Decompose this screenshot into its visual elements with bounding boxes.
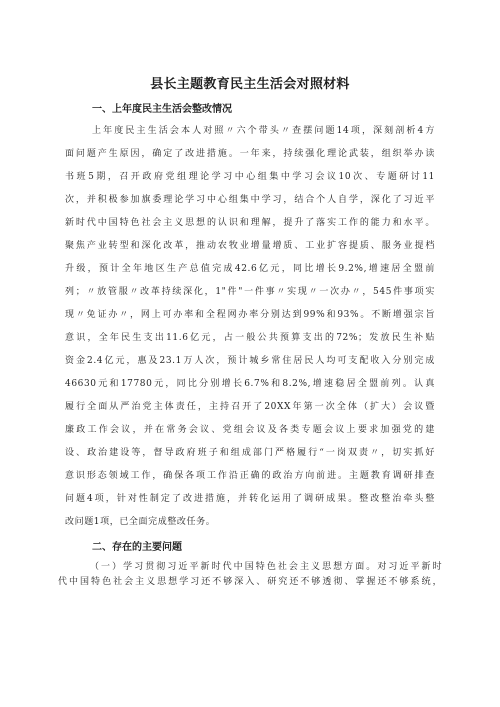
paragraph-line: 廉政工作会议，并在常务会议、党组会议及各类专题会议上要求加强党的建 (65, 425, 435, 435)
paragraph-line: 46630元和17780元，同比分别增长6.7%和8.2%,增速稳居全盟前列。认真 (65, 379, 435, 389)
paragraph-line: 升级，预计全年地区生产总值完成42.6亿元，同比增长9.2%,增速居全盟前 (65, 264, 435, 274)
paragraph-line: 新时代中国特色社会主义思想的认识和理解，提升了落实工作的能力和水平。 (65, 218, 435, 228)
paragraph-line: 现〃免证办〃，网上可办率和全程网办率分别达到99%和93%。不断增强宗旨 (65, 310, 435, 320)
paragraph-line: 聚焦产业转型和深化改革，推动农牧业增量增质、工业扩容提质、服务业提档 (65, 241, 435, 251)
paragraph-line: 次，并积极参加旗委理论学习中心组集中学习，结合个人自学，深化了习近平 (65, 195, 435, 205)
paragraph-line: 上年度民主生活会本人对照〃六个带头〃查摆问题14项，深刻剖析4方 (92, 126, 435, 136)
section-heading-2: 二、存在的主要问题 (92, 542, 182, 553)
paragraph-line: 履行全面从严治党主体责任，主持召开了20XX年第一次全体（扩大）会议暨 (65, 402, 435, 412)
paragraph-line: 代中国特色社会主义思想学习还不够深入、研究还不够透彻、掌握还不够系统， (58, 577, 442, 587)
paragraph-line: 面问题产生原因，确定了改进措施。一年来，持续强化理论武装，组织举办读 (65, 149, 435, 159)
document-title: 县长主题教育民主生活会对照材料 (150, 77, 350, 92)
paragraph-line: （一）学习贯彻习近平新时代中国特色社会主义思想方面。对习近平新时 (90, 562, 442, 572)
section-heading-1: 一、上年度民主生活会整改情况 (92, 104, 232, 115)
paragraph-line: 资金2.4亿元，惠及23.1万人次，预计城乡常住居民人均可支配收入分别完成 (65, 356, 435, 366)
paragraph-line: 问题4项，针对性制定了改进措施，并转化运用了调研成果。整改整治牵头整 (65, 494, 435, 504)
paragraph-line: 意识形态领域工作，确保各项工作沿正确的政治方向前进。主题教育调研排查 (65, 471, 435, 481)
paragraph-line: 设、政治建设等，督导政府班子和组成部门严格履行“一岗双责〃，切实抓好 (65, 448, 435, 458)
paragraph-line: 书班5期，召开政府党组理论学习中心组集中学习会议10次、专题研讨11 (65, 172, 435, 182)
paragraph-line: 意识，全年民生支出11.6亿元，占一般公共预算支出的72%；发放民生补贴 (65, 333, 435, 343)
paragraph-line: 列；〃放管服〃改革持续深化，1"件"一件事〃实现〃一次办〃，545件事项实 (65, 287, 435, 297)
paragraph-line: 改问题1项，已全面完成整改任务。 (65, 517, 216, 527)
